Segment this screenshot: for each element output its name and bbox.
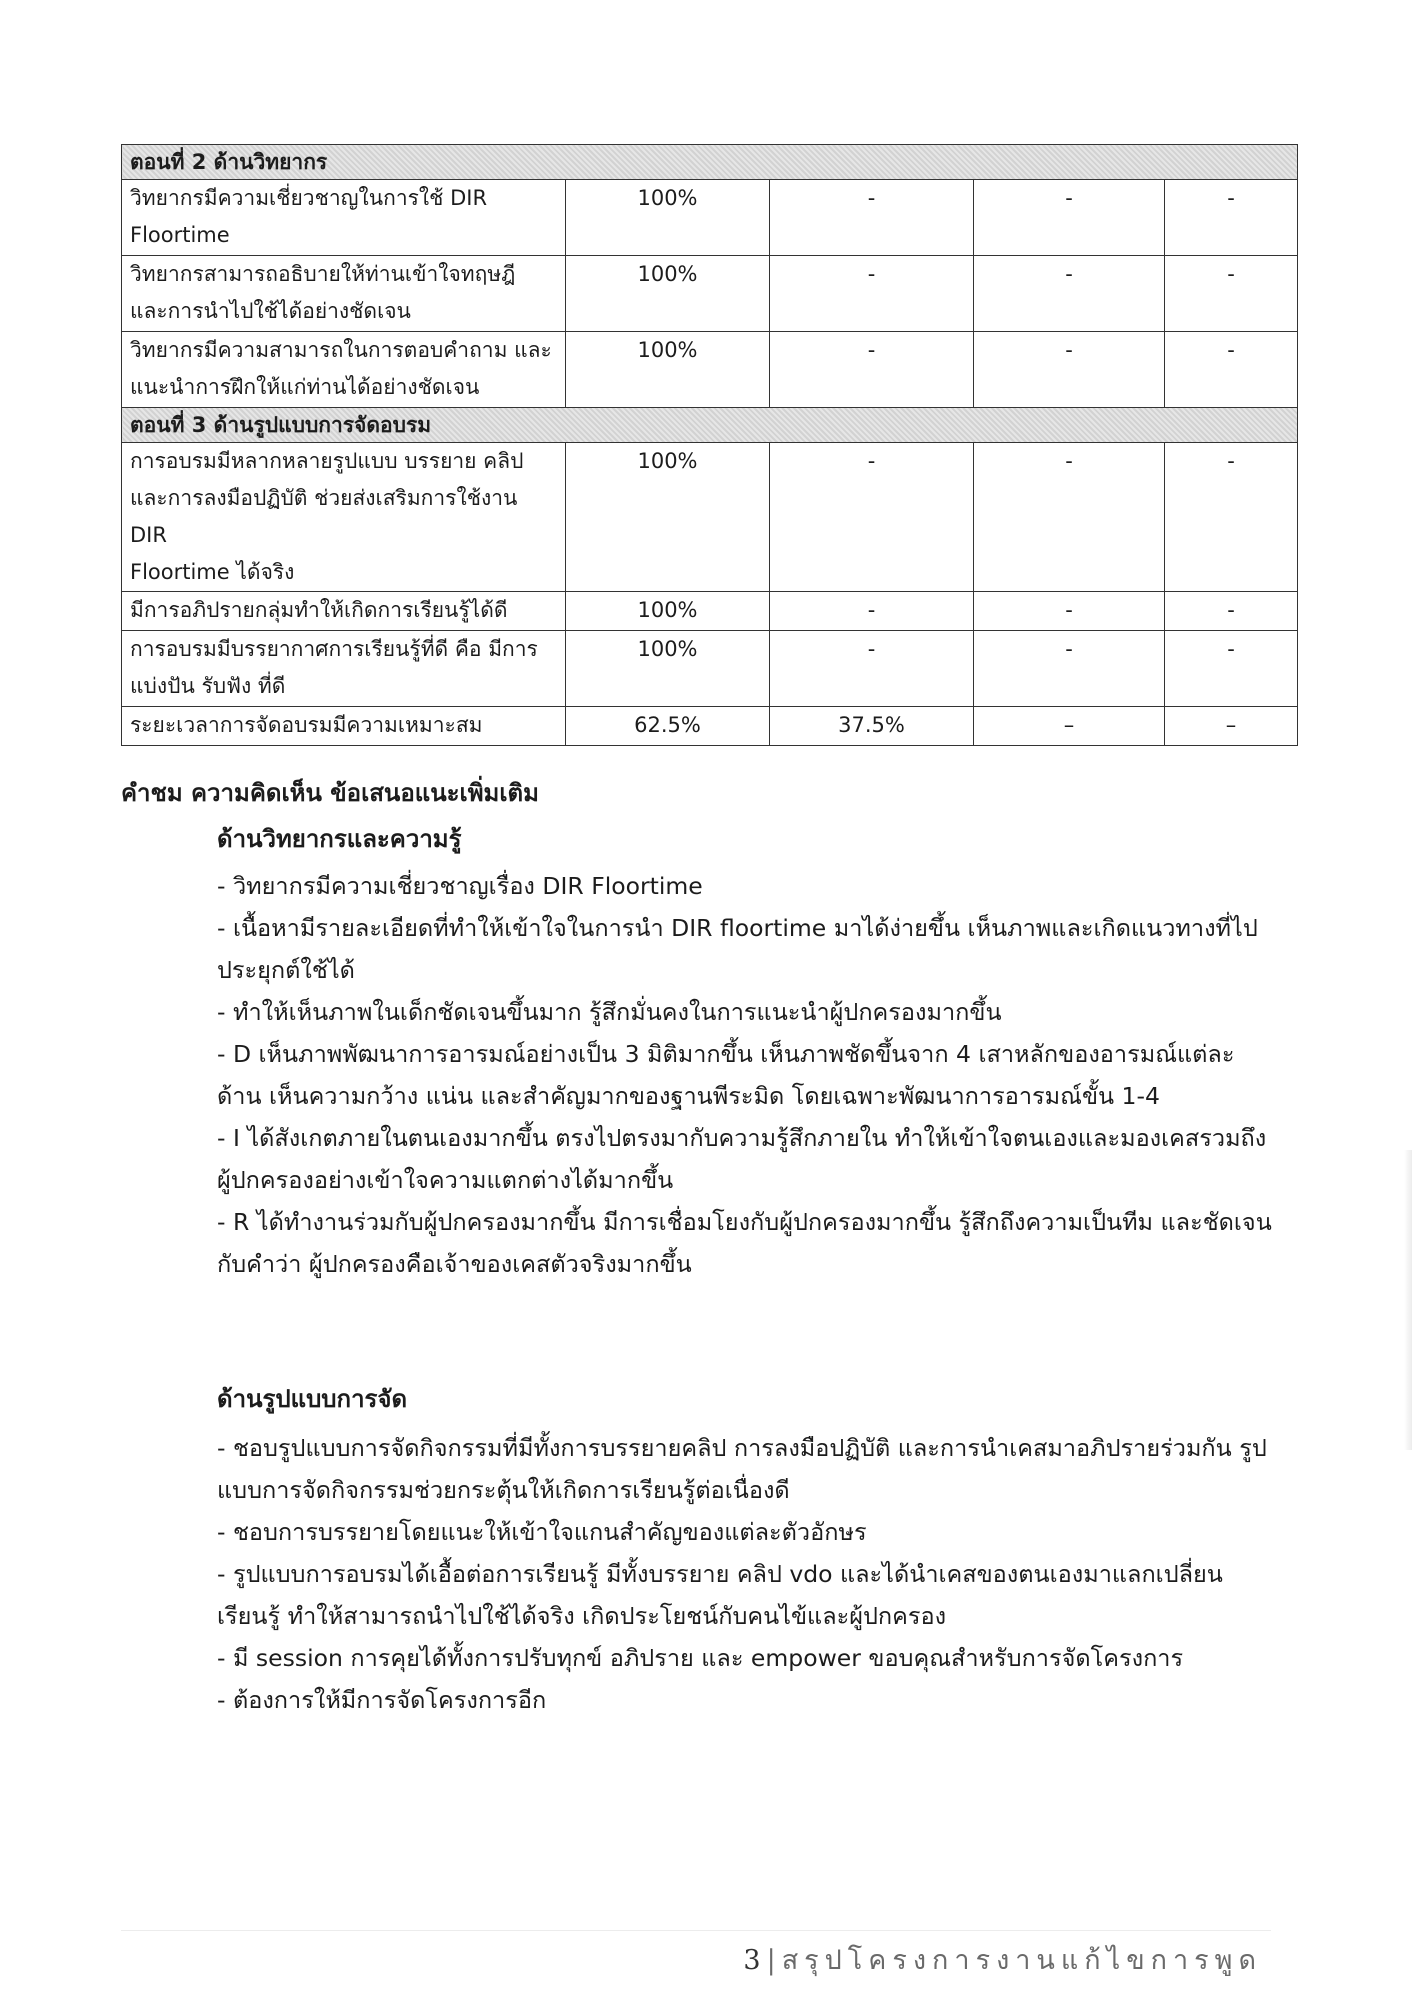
page-number: 3: [743, 1945, 767, 1976]
value-cell: -: [1165, 180, 1298, 256]
value-cell: 100%: [566, 631, 770, 707]
comment-item: - วิทยากรมีความเชี่ยวชาญเรื่อง DIR Floortime: [217, 872, 703, 900]
value-cell: -: [1165, 256, 1298, 332]
value-cell: -: [974, 256, 1165, 332]
value-cell: –: [1165, 707, 1298, 746]
comment-item: - รูปแบบการอบรมได้เอื้อต่อการเรียนรู้ มีทั้งบรรยาย คลิป vdo และได้นำเคสของตนเองมาแลกเปลี่ยน เรียนรู้ ทำให้สามารถนำไปใช้ได้จริง เกิดประโยชน์กับคนไข้และผู้ปกครอง: [217, 1560, 1223, 1630]
section-title: ตอนที่ 3 ด้านรูปแบบการจัดอบรม: [122, 408, 1298, 443]
item-cell: วิทยากรสามารถอธิบายให้ท่านเข้าใจทฤษฎี และการนำไปใช้ได้อย่างชัดเจน: [122, 256, 566, 332]
comments-section-title: ด้านรูปแบบการจัด: [217, 1385, 408, 1413]
value-cell: -: [1165, 631, 1298, 707]
value-cell: 100%: [566, 332, 770, 408]
value-cell: -: [1165, 332, 1298, 408]
value-cell: 62.5%: [566, 707, 770, 746]
footer-rule: [121, 1930, 1271, 1931]
comment-item: - ทำให้เห็นภาพในเด็กชัดเจนขึ้นมาก รู้สึกมั่นคงในการแนะนำผู้ปกครองมากขึ้น: [217, 998, 1002, 1026]
value-cell: -: [770, 443, 974, 592]
value-cell: 37.5%: [770, 707, 974, 746]
section-title: ตอนที่ 2 ด้านวิทยากร: [122, 145, 1298, 180]
item-cell: วิทยากรมีความสามารถในการตอบคำถาม และ แนะนำการฝึกให้แก่ท่านได้อย่างชัดเจน: [122, 332, 566, 408]
comment-item: - D เห็นภาพพัฒนาการอารมณ์อย่างเป็น 3 มิติมากขึ้น เห็นภาพชัดขึ้นจาก 4 เสาหลักของอารมณ์แต่ละ ด้าน เห็นความกว้าง แน่น และสำคัญมากของฐานพีระมิด โดยเฉพาะพัฒนาการอารมณ์ขั้น 1-4: [217, 1040, 1235, 1110]
value-cell: -: [770, 592, 974, 631]
table-row: [122, 256, 1298, 332]
section-header-row: [122, 408, 1298, 443]
comment-item: - มี session การคุยได้ทั้งการปรับทุกข์ อภิปราย และ empower ขอบคุณสำหรับการจัดโครงการ: [217, 1644, 1184, 1672]
evaluation-table: [121, 144, 1298, 746]
comment-item: - เนื้อหามีรายละเอียดที่ทำให้เข้าใจในการนำ DIR floortime มาได้ง่ายขึ้น เห็นภาพและเกิดแนวทางที่ไป ประยุกต์ใช้ได้: [217, 914, 1258, 984]
value-cell: –: [974, 707, 1165, 746]
item-cell: มีการอภิปรายกลุ่มทำให้เกิดการเรียนรู้ได้ดี: [122, 592, 566, 631]
table-row: [122, 592, 1298, 631]
item-cell: วิทยากรมีความเชี่ยวชาญในการใช้ DIR Floortime: [122, 180, 566, 256]
comments-heading: คำชม ความคิดเห็น ข้อเสนอแนะเพิ่มเติม: [121, 779, 539, 807]
value-cell: -: [770, 631, 974, 707]
value-cell: 100%: [566, 180, 770, 256]
value-cell: -: [974, 332, 1165, 408]
value-cell: 100%: [566, 443, 770, 592]
comment-item: - ชอบรูปแบบการจัดกิจกรรมที่มีทั้งการบรรยายคลิป การลงมือปฏิบัติ และการนำเคสมาอภิปรายร่วมกัน รูปแบบการจัดกิจกรรมช่วยกระตุ้นให้เกิดการเรียนรู้ต่อเนื่องดี: [217, 1434, 1267, 1504]
item-cell: การอบรมมีหลากหลายรูปแบบ บรรยาย คลิป และการลงมือปฏิบัติ ช่วยส่งเสริมการใช้งาน DIR Floortime ได้จริง: [122, 443, 566, 592]
comment-item: - ชอบการบรรยายโดยแนะให้เข้าใจแกนสำคัญของแต่ละตัวอักษร: [217, 1518, 867, 1546]
comments-section-title: ด้านวิทยากรและความรู้: [217, 825, 462, 853]
page-footer: [743, 1938, 1262, 1981]
item-cell: ระยะเวลาการจัดอบรมมีความเหมาะสม: [122, 707, 566, 746]
value-cell: -: [974, 592, 1165, 631]
value-cell: -: [1165, 443, 1298, 592]
value-cell: -: [770, 332, 974, 408]
scan-edge-shadow: [1404, 1150, 1412, 1450]
value-cell: -: [974, 443, 1165, 592]
footer-title: สรุปโครงการงานแก้ไขการพูด: [781, 1945, 1262, 1976]
comment-item: - I ได้สังเกตภายในตนเองมากขึ้น ตรงไปตรงมากับความรู้สึกภายใน ทำให้เข้าใจตนเองและมองเคสรวมถึง ผู้ปกครองอย่างเข้าใจความแตกต่างได้มากขึ้น: [217, 1124, 1267, 1194]
value-cell: -: [1165, 592, 1298, 631]
value-cell: -: [770, 256, 974, 332]
section-header-row: [122, 145, 1298, 180]
table-row: [122, 332, 1298, 408]
value-cell: 100%: [566, 256, 770, 332]
value-cell: -: [974, 180, 1165, 256]
table-row: [122, 443, 1298, 592]
item-cell: การอบรมมีบรรยากาศการเรียนรู้ที่ดี คือ มีการ แบ่งปัน รับฟัง ที่ดี: [122, 631, 566, 707]
comment-item: - ต้องการให้มีการจัดโครงการอีก: [217, 1686, 547, 1714]
table-row: [122, 180, 1298, 256]
comment-item: - R ได้ทำงานร่วมกับผู้ปกครองมากขึ้น มีการเชื่อมโยงกับผู้ปกครองมากขึ้น รู้สึกถึงความเป็นทีม และชัดเจน กับคำว่า ผู้ปกครองคือเจ้าของเคสตัวจริงมากขึ้น: [217, 1208, 1272, 1278]
comments-list: [217, 865, 1277, 1285]
value-cell: -: [770, 180, 974, 256]
table-row: [122, 707, 1298, 746]
value-cell: 100%: [566, 592, 770, 631]
table-row: [122, 631, 1298, 707]
value-cell: -: [974, 631, 1165, 707]
footer-separator: |: [766, 1945, 782, 1976]
comments-list: [217, 1427, 1277, 1721]
